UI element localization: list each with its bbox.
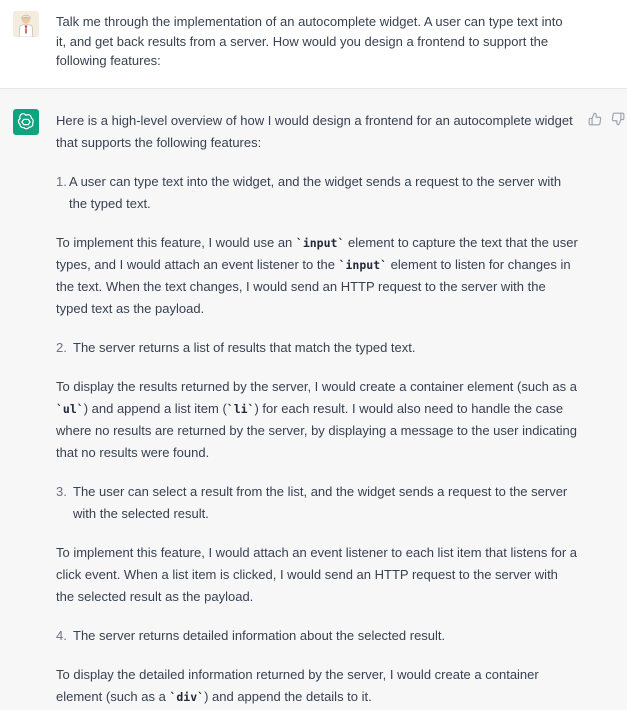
user-avatar	[13, 11, 39, 37]
list-number: 2.	[56, 340, 67, 355]
thumbs-down-icon[interactable]	[611, 112, 625, 126]
list-number: 3.	[56, 484, 67, 499]
answer-intro: Here is a high-level overview of how I would design a frontend for an autocomplete widget that supports the following features:	[56, 113, 573, 150]
list-item	[56, 171, 578, 215]
assistant-avatar	[13, 109, 39, 135]
thumbs-up-icon[interactable]	[588, 112, 602, 126]
answer-paragraph-4: To display the detailed information returned by the server, I would create a container element (such as a `div`) and append the details to it.	[56, 667, 539, 704]
user-message-row	[0, 0, 627, 89]
feedback-buttons	[588, 112, 625, 126]
user-avatar-icon	[13, 11, 39, 37]
list-item	[56, 625, 578, 647]
list-item	[56, 337, 578, 359]
chatgpt-logo-icon	[17, 113, 35, 131]
inline-code: `li`	[226, 402, 255, 416]
inline-code: `div`	[169, 690, 205, 704]
list-item	[56, 481, 578, 525]
list-text: The user can select a result from the list, and the widget sends a request to the server with the selected result.	[73, 484, 568, 521]
list-text: A user can type text into the widget, and the widget sends a request to the server with the typed text.	[69, 174, 562, 211]
list-number: 1.	[56, 174, 67, 189]
answer-paragraph-1: To implement this feature, I would use an `input` element to capture the text that the user types, and I would attach an event listener to the `input` element to listen for changes in the text. When the text changes, I would send an HTTP request to the server with the typed text as the payload.	[56, 235, 578, 316]
inline-code: `input`	[338, 258, 388, 272]
answer-paragraph-2: To display the results returned by the server, I would create a container element (such as a `ul`) and append a list item (`li`) for each result. I would also need to handle the case where no results are returned by the server, by displaying a message to the user indicating that no results were found.	[56, 379, 578, 460]
inline-code: `input`	[295, 236, 345, 250]
inline-code: `ul`	[56, 402, 84, 416]
answer-paragraph-3: To implement this feature, I would attach an event listener to each list item that listens for a click event. When a list item is clicked, I would send an HTTP request to the server with the selected result as the payload.	[56, 545, 577, 604]
user-message-text: Talk me through the implementation of an autocomplete widget. A user can type text into it, and get back results from a server. How would you design a frontend to support the following features:	[56, 14, 563, 68]
assistant-message-text	[56, 110, 578, 708]
list-text: The server returns a list of results that match the typed text.	[73, 340, 416, 355]
list-text: The server returns detailed information about the selected result.	[73, 628, 446, 643]
list-number: 4.	[56, 628, 67, 643]
